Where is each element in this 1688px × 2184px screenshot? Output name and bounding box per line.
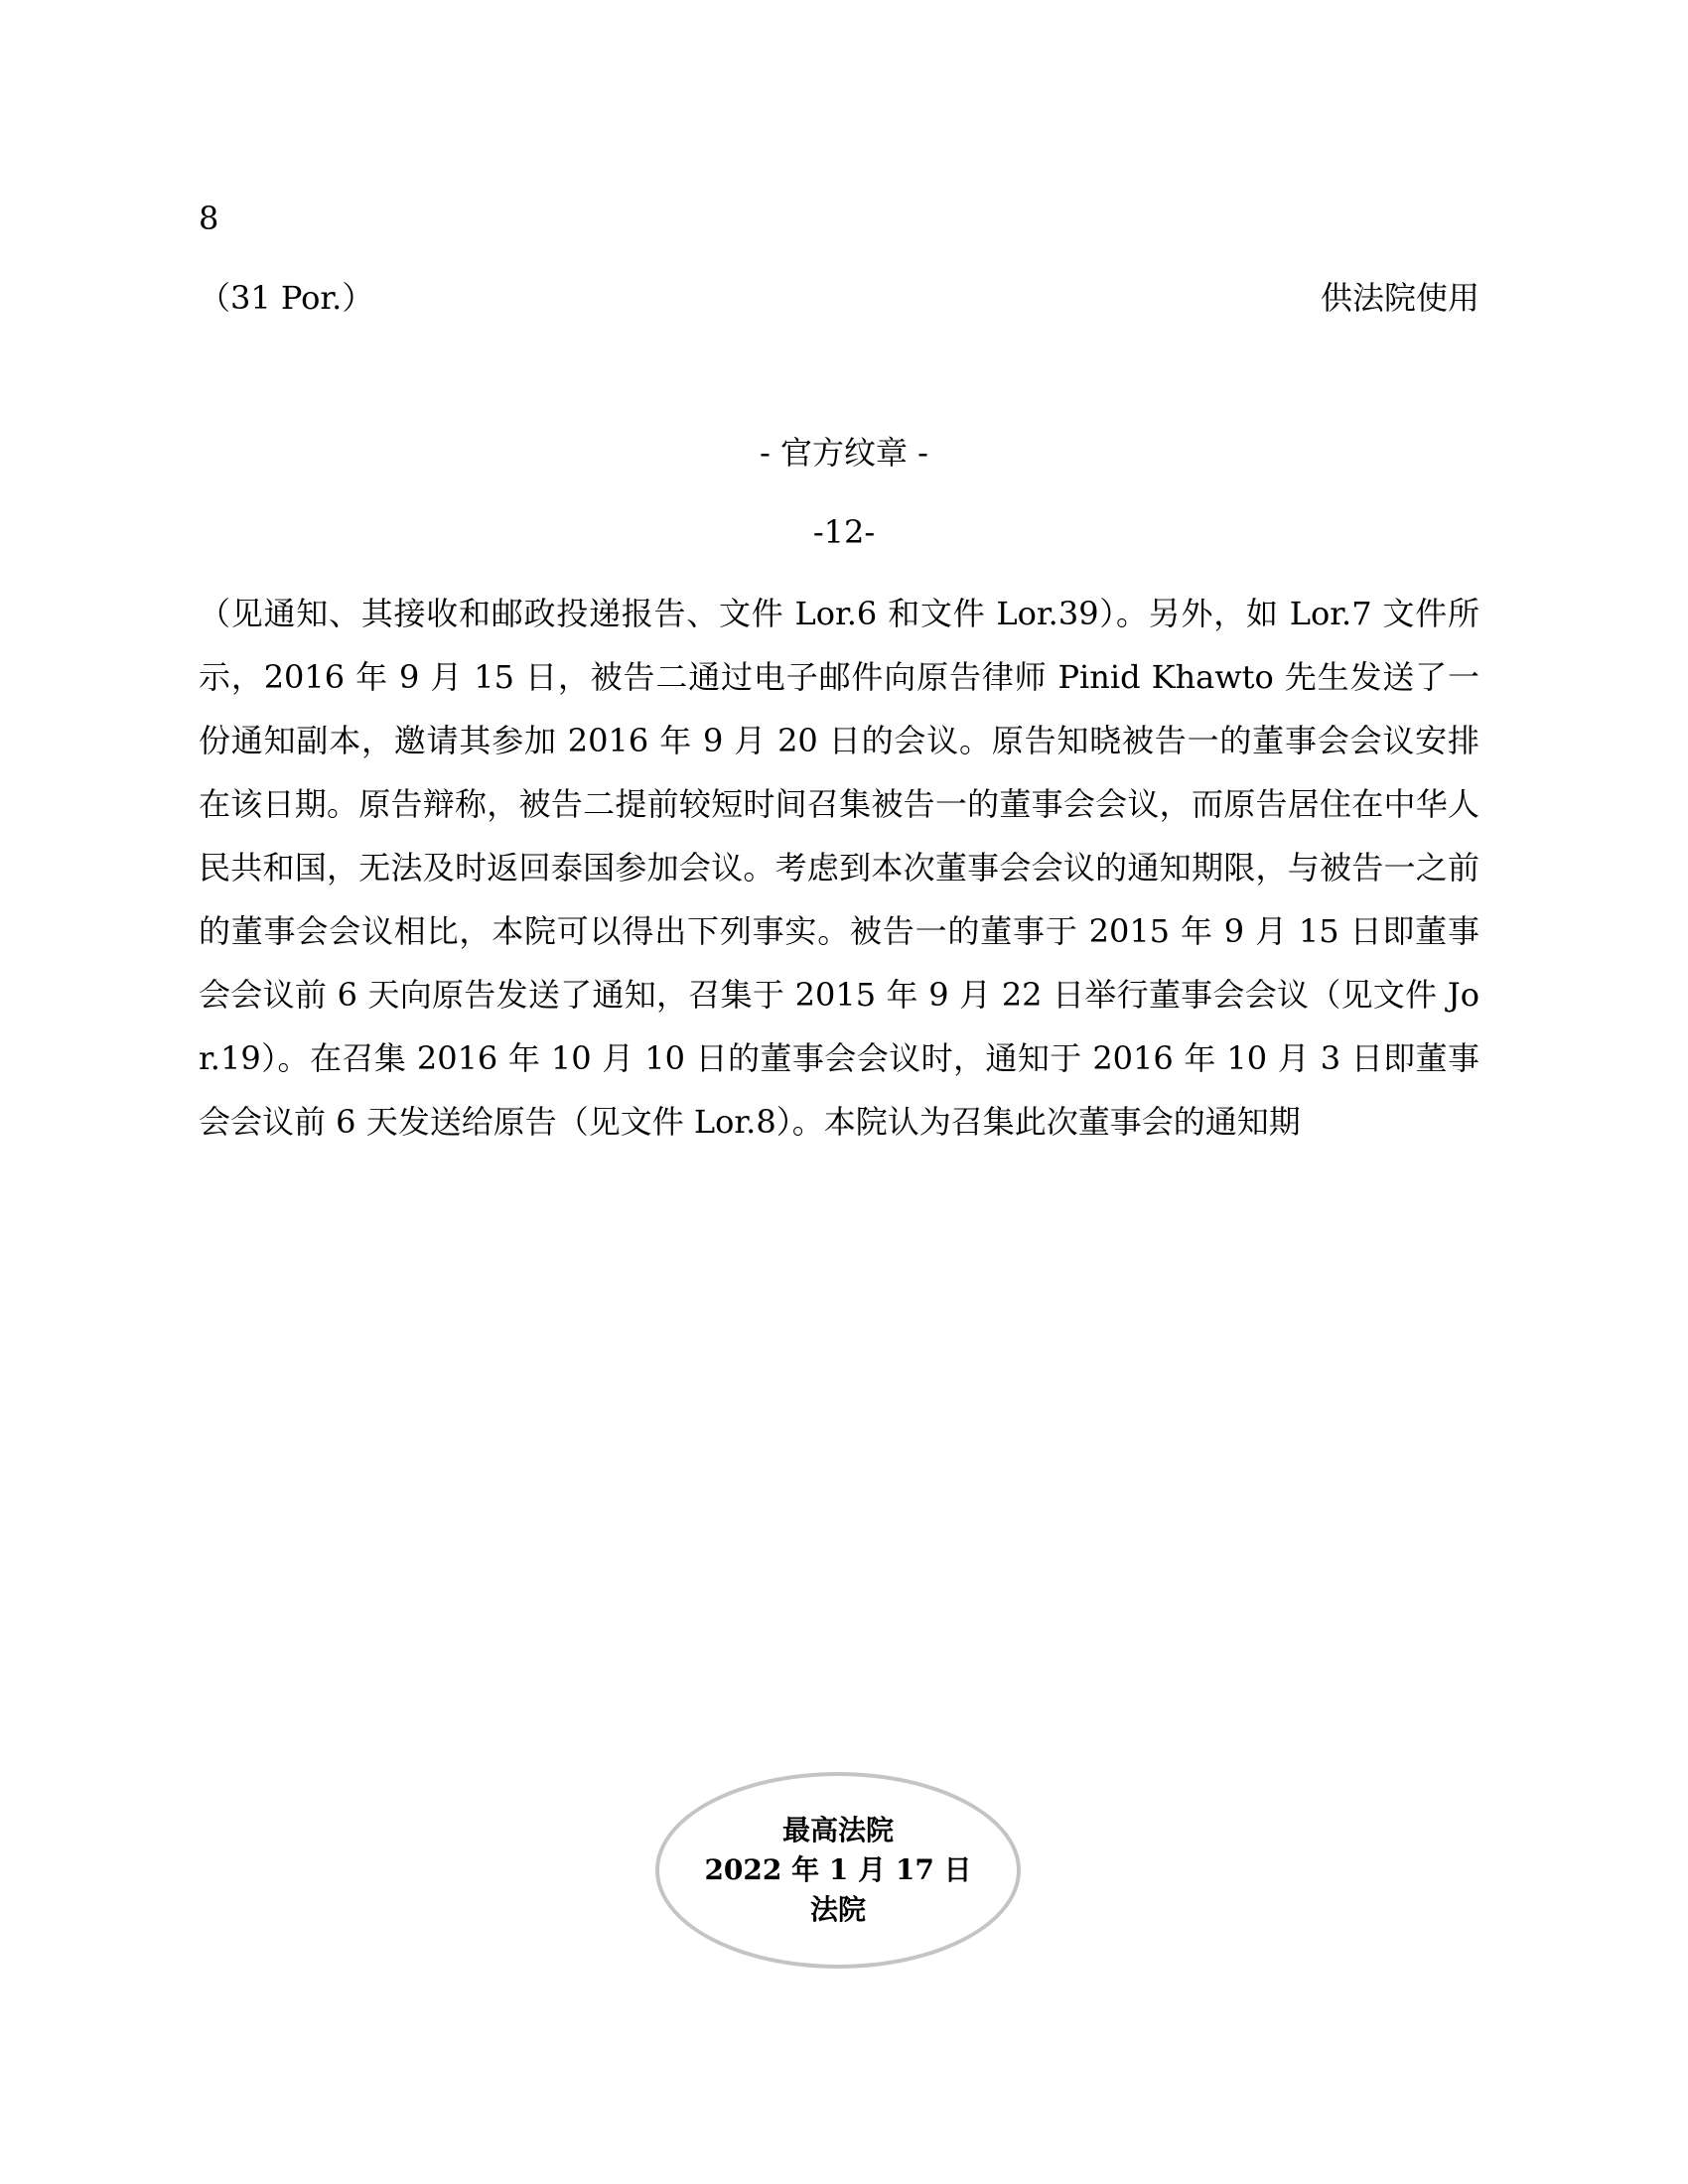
form-code: （31 Por.） bbox=[199, 279, 374, 317]
official-emblem-label: - 官方纹章 - bbox=[760, 434, 928, 472]
seal-court-name: 最高法院 bbox=[781, 1814, 894, 1846]
body-paragraph: （见通知、其接收和邮政投递报告、文件 Lor.6 和文件 Lor.39）。另外，如 Lor.7 文件所示，2016 年 9 月 15 日，被告二通过电子邮件向原告律师 Pinid Khawto 先生发送了一份通知副本，邀请其参加 2016 年 9 月 20 日的会议。原告知晓被告一的董事会会议安排在该日期。原告辩称，被告二提前较短时间召集被告一的董事会会议，而原告居住在中华人民共和国，无法及时返回泰国参加会议。考虑到本次董事会会议的通知期限，与被告一之前的董事会会议相比，本院可以得出下列事实。被告一的董事于 2015 年 9 月 15 日即董事会会议前 6 天向原告发送了通知，召集于 2015 年 9 月 22 日举行董事会会议（见文件 Jor.19）。在召集 2016 年 10 月 10 日的董事会会议时，通知于 2016 年 10 月 3 日即董事会会议前 6 天发送给原告（见文件 Lor.8）。本院认为召集此次董事会的通知期 bbox=[199, 595, 1479, 1141]
court-seal-stamp bbox=[655, 1772, 1021, 1969]
seal-label: 法院 bbox=[809, 1893, 866, 1926]
page-number-top: 8 bbox=[199, 200, 219, 237]
court-use-label: 供法院使用 bbox=[1320, 279, 1479, 317]
page-marker: -12- bbox=[812, 513, 876, 551]
seal-date: 2022 年 1 月 17 日 bbox=[704, 1853, 972, 1886]
